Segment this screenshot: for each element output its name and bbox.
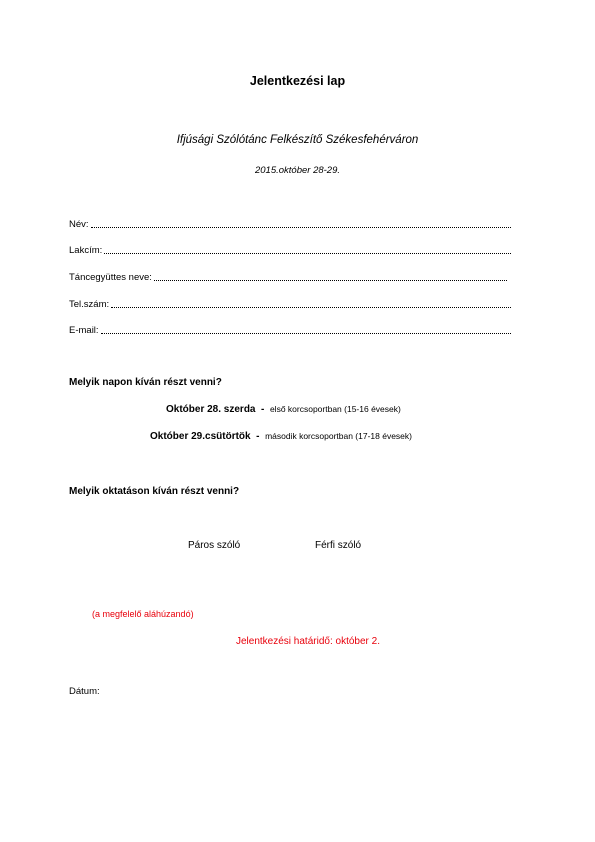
address-field[interactable]	[69, 242, 511, 256]
option-ferfi-szolo[interactable]: Férfi szóló	[315, 540, 362, 551]
day-1-desc: első korcsoportban (15-16 évesek)	[269, 404, 401, 414]
email-field[interactable]	[69, 322, 511, 336]
page-title: Jelentkezési lap	[249, 74, 346, 88]
day-2-desc: második korcsoportban (17-18 évesek)	[265, 431, 412, 441]
address-label: Lakcím:	[69, 245, 103, 256]
phone-field[interactable]	[69, 296, 511, 310]
phone-dotted-line[interactable]	[111, 297, 511, 308]
group-dotted-line[interactable]	[154, 270, 507, 281]
event-subtitle: Ifjúsági Szólótánc Felkészítő Székesfehérváron	[176, 134, 419, 146]
email-dotted-line[interactable]	[101, 323, 511, 334]
question-day: Melyik napon kíván részt venni?	[69, 377, 222, 388]
underline-note: (a megfelelő aláhúzandó)	[92, 609, 194, 619]
address-dotted-line[interactable]	[104, 243, 511, 254]
day-2-dash: -	[256, 431, 260, 442]
group-label: Táncegyüttes neve:	[69, 272, 152, 283]
email-label: E-mail:	[69, 325, 99, 336]
day-1-label: Október 28. szerda	[166, 404, 256, 415]
phone-label: Tel.szám:	[69, 299, 110, 310]
name-dotted-line[interactable]	[91, 217, 511, 228]
question-course: Melyik oktatáson kíván részt venni?	[69, 486, 240, 497]
event-date: 2015.október 28-29.	[254, 165, 341, 176]
day-1-dash: -	[261, 404, 265, 415]
deadline-text: Jelentkezési határidő: október 2.	[236, 636, 380, 647]
group-field[interactable]	[69, 269, 511, 283]
day-2-label: Október 29.csütörtök	[150, 431, 251, 442]
name-field[interactable]	[69, 216, 511, 230]
name-label: Név:	[69, 219, 89, 230]
option-paros-szolo[interactable]: Páros szóló	[188, 540, 241, 551]
date-label: Dátum:	[69, 686, 100, 697]
